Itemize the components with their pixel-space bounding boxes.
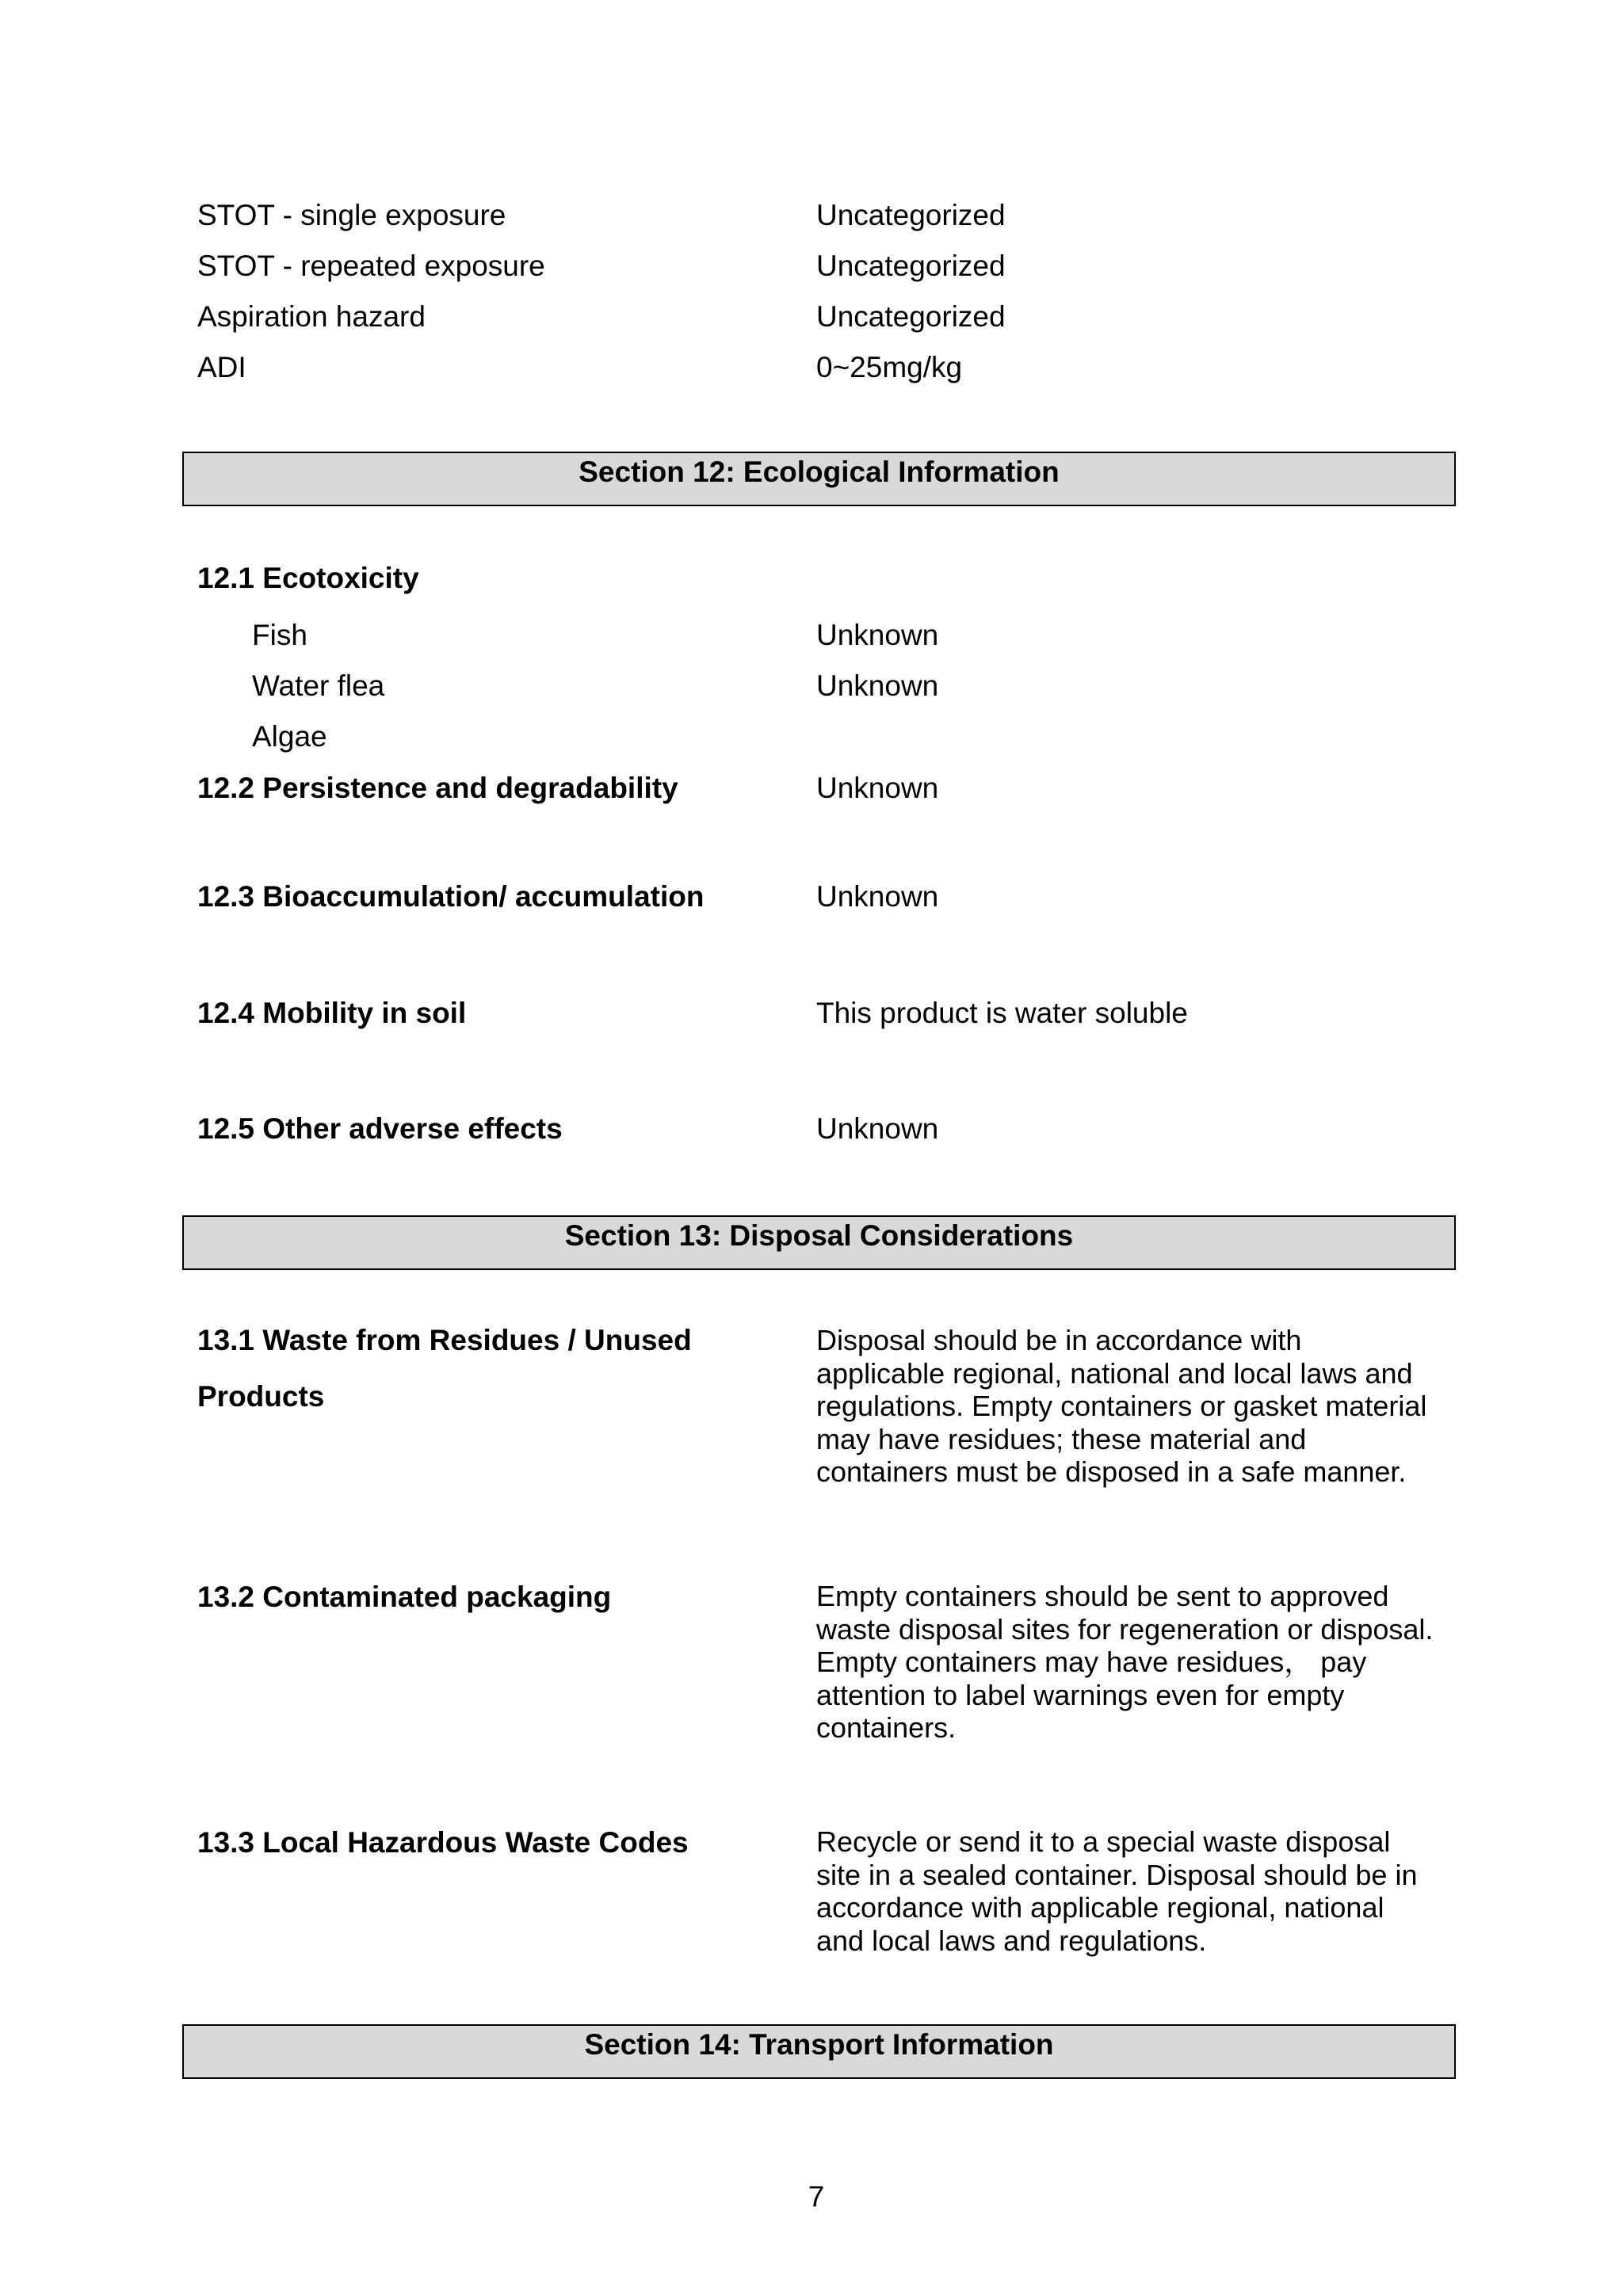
- contaminated-packaging-value: Empty containers should be sent to approved waste disposal sites for regeneration or disposal. Empty containers may have residues， pay attention to label warnings even for empty containers.: [816, 1580, 1434, 1744]
- mobility-label: 12.4 Mobility in soil: [197, 997, 467, 1029]
- bioaccumulation-label: 12.3 Bioaccumulation/ accumulation: [197, 880, 705, 913]
- other-effects-label: 12.5 Other adverse effects: [197, 1112, 563, 1145]
- page-number: 7: [808, 2180, 825, 2213]
- hazardous-waste-codes-label: 13.3 Local Hazardous Waste Codes: [197, 1826, 689, 1859]
- section-13-title: Section 13: Disposal Considerations: [564, 1219, 1074, 1252]
- section-12-title: Section 12: Ecological Information: [579, 456, 1060, 488]
- stot-repeated-label: STOT - repeated exposure: [197, 250, 545, 282]
- waste-residues-value: Disposal should be in accordance with applicable regional, national and local laws and regulations. Empty containers or gasket material may have residues; these material and containers must be disposed in a safe manner.: [816, 1324, 1427, 1488]
- aspiration-hazard-label: Aspiration hazard: [197, 300, 426, 333]
- section-13-header: [182, 1215, 1456, 1270]
- aspiration-hazard-value: Uncategorized: [816, 300, 1006, 333]
- hazardous-waste-codes-value: Recycle or send it to a special waste disposal site in a sealed container. Disposal should be in accordance with applicable regional, national and local laws and regulations.: [816, 1825, 1418, 1957]
- section-12-header: [182, 452, 1456, 506]
- persistence-label: 12.2 Persistence and degradability: [197, 772, 678, 804]
- bioaccumulation-value: Unknown: [816, 880, 939, 913]
- water-flea-label: Water flea: [252, 669, 385, 702]
- section-14-header: [182, 2024, 1456, 2079]
- mobility-value: This product is water soluble: [816, 997, 1188, 1029]
- other-effects-value: Unknown: [816, 1112, 939, 1145]
- persistence-value: Unknown: [816, 772, 939, 804]
- water-flea-value: Unknown: [816, 669, 939, 702]
- algae-label: Algae: [252, 720, 327, 753]
- stot-single-value: Uncategorized: [816, 199, 1006, 231]
- ecotoxicity-heading: 12.1 Ecotoxicity: [197, 562, 419, 594]
- adi-label: ADI: [197, 351, 246, 383]
- contaminated-packaging-label: 13.2 Contaminated packaging: [197, 1581, 612, 1613]
- waste-residues-label-line1: 13.1 Waste from Residues / Unused: [197, 1324, 692, 1356]
- fish-label: Fish: [252, 619, 307, 651]
- waste-residues-label-line2: Products: [197, 1380, 325, 1413]
- stot-repeated-value: Uncategorized: [816, 250, 1006, 282]
- adi-value: 0~25mg/kg: [816, 351, 963, 383]
- stot-single-label: STOT - single exposure: [197, 199, 506, 231]
- fish-value: Unknown: [816, 619, 939, 651]
- section-14-title: Section 14: Transport Information: [584, 2028, 1054, 2061]
